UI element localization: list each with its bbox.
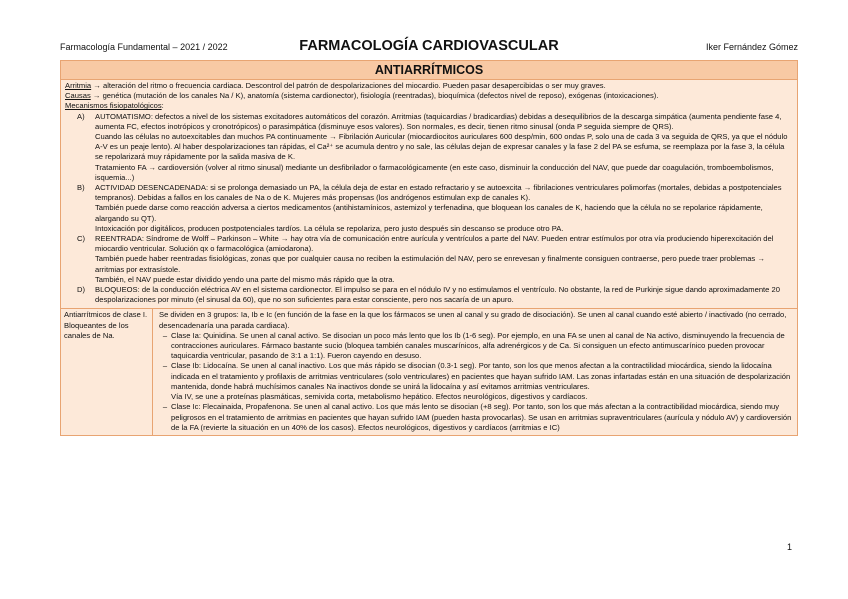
list-item: – Clase Ic: Flecainaida, Propafenona. Se unen al canal activo. Los que más lento se disocian (+8 seg). Por tanto, son los que más afectan a la contractibilidad miocárdica, siendo muy peligrosos en el tratamiento de arritmias en pacientes que hayan sufrido IAM (pueden hasta provocarlas). Se usan en arritmias supraventriculares (aurícula y nódulo AV) y cardioversión de la FA (revierte la situación en un 40% de los casos). Efectos neurológicos, digestivos y cardíacos (arritmias e IC) <box>162 402 792 432</box>
document-title: FARMACOLOGÍA CARDIOVASCULAR <box>299 38 559 54</box>
mechanisms-heading: Mecanismos fisiopatológicos: <box>65 101 164 111</box>
mechanism-paragraph: También, el NAV puede estar dividido yendo una parte del mismo más rápido que la otra. <box>95 274 395 284</box>
mechanism-label: D) <box>77 285 86 295</box>
class1-label-cell <box>61 309 153 434</box>
mechanism-paragraph: Tratamiento FA → cardioversión (volver al ritmo sinusal) mediante un desfibrilador o farmacológicamente (en este caso, disminuir la conducción del NAV, que puede dar coagulación, tromboembolismos, isquemia...) <box>95 162 774 182</box>
list-item: Vía IV, se une a proteínas plasmáticas, semivida corta, metabolismo hepático. Efectos neurológicos, digestivos y cardíacos. <box>171 392 588 402</box>
causas-definition <box>65 91 791 101</box>
mechanism-paragraph: Intoxicación por digitálicos, producen postpotenciales tardíos. La célula se repolariza, pero justo después sin descanso se produce otro PA. <box>95 223 564 233</box>
class1-label: Antiarrítmicos de clase I. <box>64 310 148 320</box>
mechanism-label: B) <box>77 183 85 193</box>
class1-sublabel: Bloqueantes de los canales de Na. <box>64 320 129 340</box>
causas-text: → genética (mutación de los canales Na / K), anatomía (sistema cardionector), fisiología (reentradas), bioquímica (defectos nivel de reposo), exógenas (intoxicaciones). <box>90 91 659 101</box>
list-item: – Clase Ib: Lidocaína. Se unen al canal inactivo. Los que más rápido se disocian (0.3-1 seg). Por tanto, son los que menos afectan a la contractilidad miocárdica, siendo la lidocaína indicada en el tratamiento y profilaxis de arritmias ventriculares (solo ventriculares) en pacientes que hayan sufrido IAM. Las zonas infartadas están en una situación de despolarización mantenida, donde habrá muchísimos canales Na inactivos donde se unirá la lidocaína y así evitamos arritmias ventriculares. <box>162 361 791 391</box>
class1-row <box>61 309 797 434</box>
mechanism-label: C) <box>77 234 86 244</box>
section-title: ANTIARRÍTMICOS <box>61 61 797 80</box>
mechanism-paragraph: También puede darse como reacción adversa a ciertos medicamentos (antihistamínicos, astemizol y terfenadina, que bloquean los canales de K, haciendo que la célula no se repolarice rápidamente, alargando su QT). <box>95 203 763 223</box>
causas-term: Causas <box>65 91 91 101</box>
intro-cell <box>61 80 797 309</box>
mechanism-paragraph: REENTRADA: Síndrome de Wolff – Parkinson – White → hay otra vía de comunicación entre aurícula y ventrículos a parte del NAV. Pueden entrar estímulos por otra vía produciendo hiperexcitación del miocardio ventricular. Solución qx o farmacológica (amiodarona). <box>95 234 774 254</box>
course-label: Farmacología Fundamental – 2021 / 2022 <box>60 42 228 52</box>
mechanism-paragraph: Cuando las células no autoexcitables dan muchos PA continuamente → Fibrilación Auricular (miocardiocitos auriculares 600 desp/min, 600 ondas P, solo una de cada 3 va seguida de QRS, ya que el nódulo A-V es un peaje lento). Al haber despolarizaciones tan rápidas, el Ca²⁺ se acumula dentro y no sale, las células dejan de expresar canales y la fase 2 del PA se esfuma, se reemplaza por la fase 3, la célula se repolarizará muy rápidamente por la salida masiva de K. <box>95 132 788 162</box>
mechanism-item <box>65 285 791 305</box>
arritmia-text: → alteración del ritmo o frecuencia cardiaca. Descontrol del patrón de despolarizaciones del miocardio. Pueden pasar desapercibidas o ser muy graves. <box>91 81 606 90</box>
content-table <box>60 60 798 436</box>
class1-intro: Se dividen en 3 grupos: Ia, Ib e Ic (en función de la fase en la que los fármacos se unen al canal y su grado de disociación). Se unen al canal cuando esté abierto / inactivado (no cerrado, desencadenaría una parada cardiaca). <box>159 310 787 330</box>
mechanism-paragraph: BLOQUEOS: de la conducción eléctrica AV en el sistema cardionector. El impulso se para en el nódulo IV y no estimulamos el ventrículo. No obstante, la red de Purkinje sigue dando aproximadamente 20 despolarizaciones por minuto (el sinusal da 60), que no son suficientes para estar consciente, pero nos sacaría de un apuro. <box>95 285 780 305</box>
mechanism-item <box>65 234 791 285</box>
page-header <box>60 38 798 56</box>
mechanism-label: A) <box>77 111 85 121</box>
mechanism-item <box>65 183 791 234</box>
arritmia-definition <box>65 81 791 91</box>
mechanism-paragraph: AUTOMATISMO: defectos a nivel de los sistemas excitadores automáticos del corazón. Arritmias (taquicardias / bradicardias) debidas a desequilibrios de la descarga simpática (aumenta pendiente fase 4, aumenta FC, efectos inotrópicos y cronotrópicos) o parasimpática (disminuye esos valores). Son normales, es decir, tienen ritmo sinusal (onda P seguida siempre de QRS). <box>95 111 782 131</box>
page-number: 1 <box>786 542 792 552</box>
author-name: Iker Fernández Gómez <box>705 42 798 52</box>
mechanism-paragraph: ACTIVIDAD DESENCADENADA: si se prolonga demasiado un PA, la célula deja de estar en estado refractario y se autoexcita → fibrilaciones ventriculares polimorfas (mortales, debidas a postpotenciales tempranos). Debidas a fallos en los canales de Na o de K. Mujeres más propensas (los andrógenos estimulan exp de canales K). <box>95 183 782 203</box>
mechanism-item <box>65 112 791 183</box>
list-item: – Clase Ia: Quinidina. Se unen al canal activo. Se disocian un poco más lento que los Ib (1-6 seg). Por ejemplo, en una FA se unen al canal de Na activo, disminuyendo la frecuencia de contracciones auriculares. Fármaco bastante sucio (bloquea también canales muscarínicos, alfa adrenérgicos y de Ca. Si consiguen un efecto antimuscarínico pueden provocar taquicardia ventricular, pasando de 3:1 a 1:1). Fueron cayendo en desuso. <box>162 330 785 361</box>
class1-content-cell <box>153 309 797 434</box>
mechanism-paragraph: También puede haber reentradas fisiológicas, zonas que por cualquier causa no reciben la estimulación del NAV, pero se enrevesan y finalmente consiguen contraerse, pero puede traer problemas → arritmias por extrasístole. <box>95 254 765 274</box>
arritmia-term: Arritmia <box>65 81 92 90</box>
